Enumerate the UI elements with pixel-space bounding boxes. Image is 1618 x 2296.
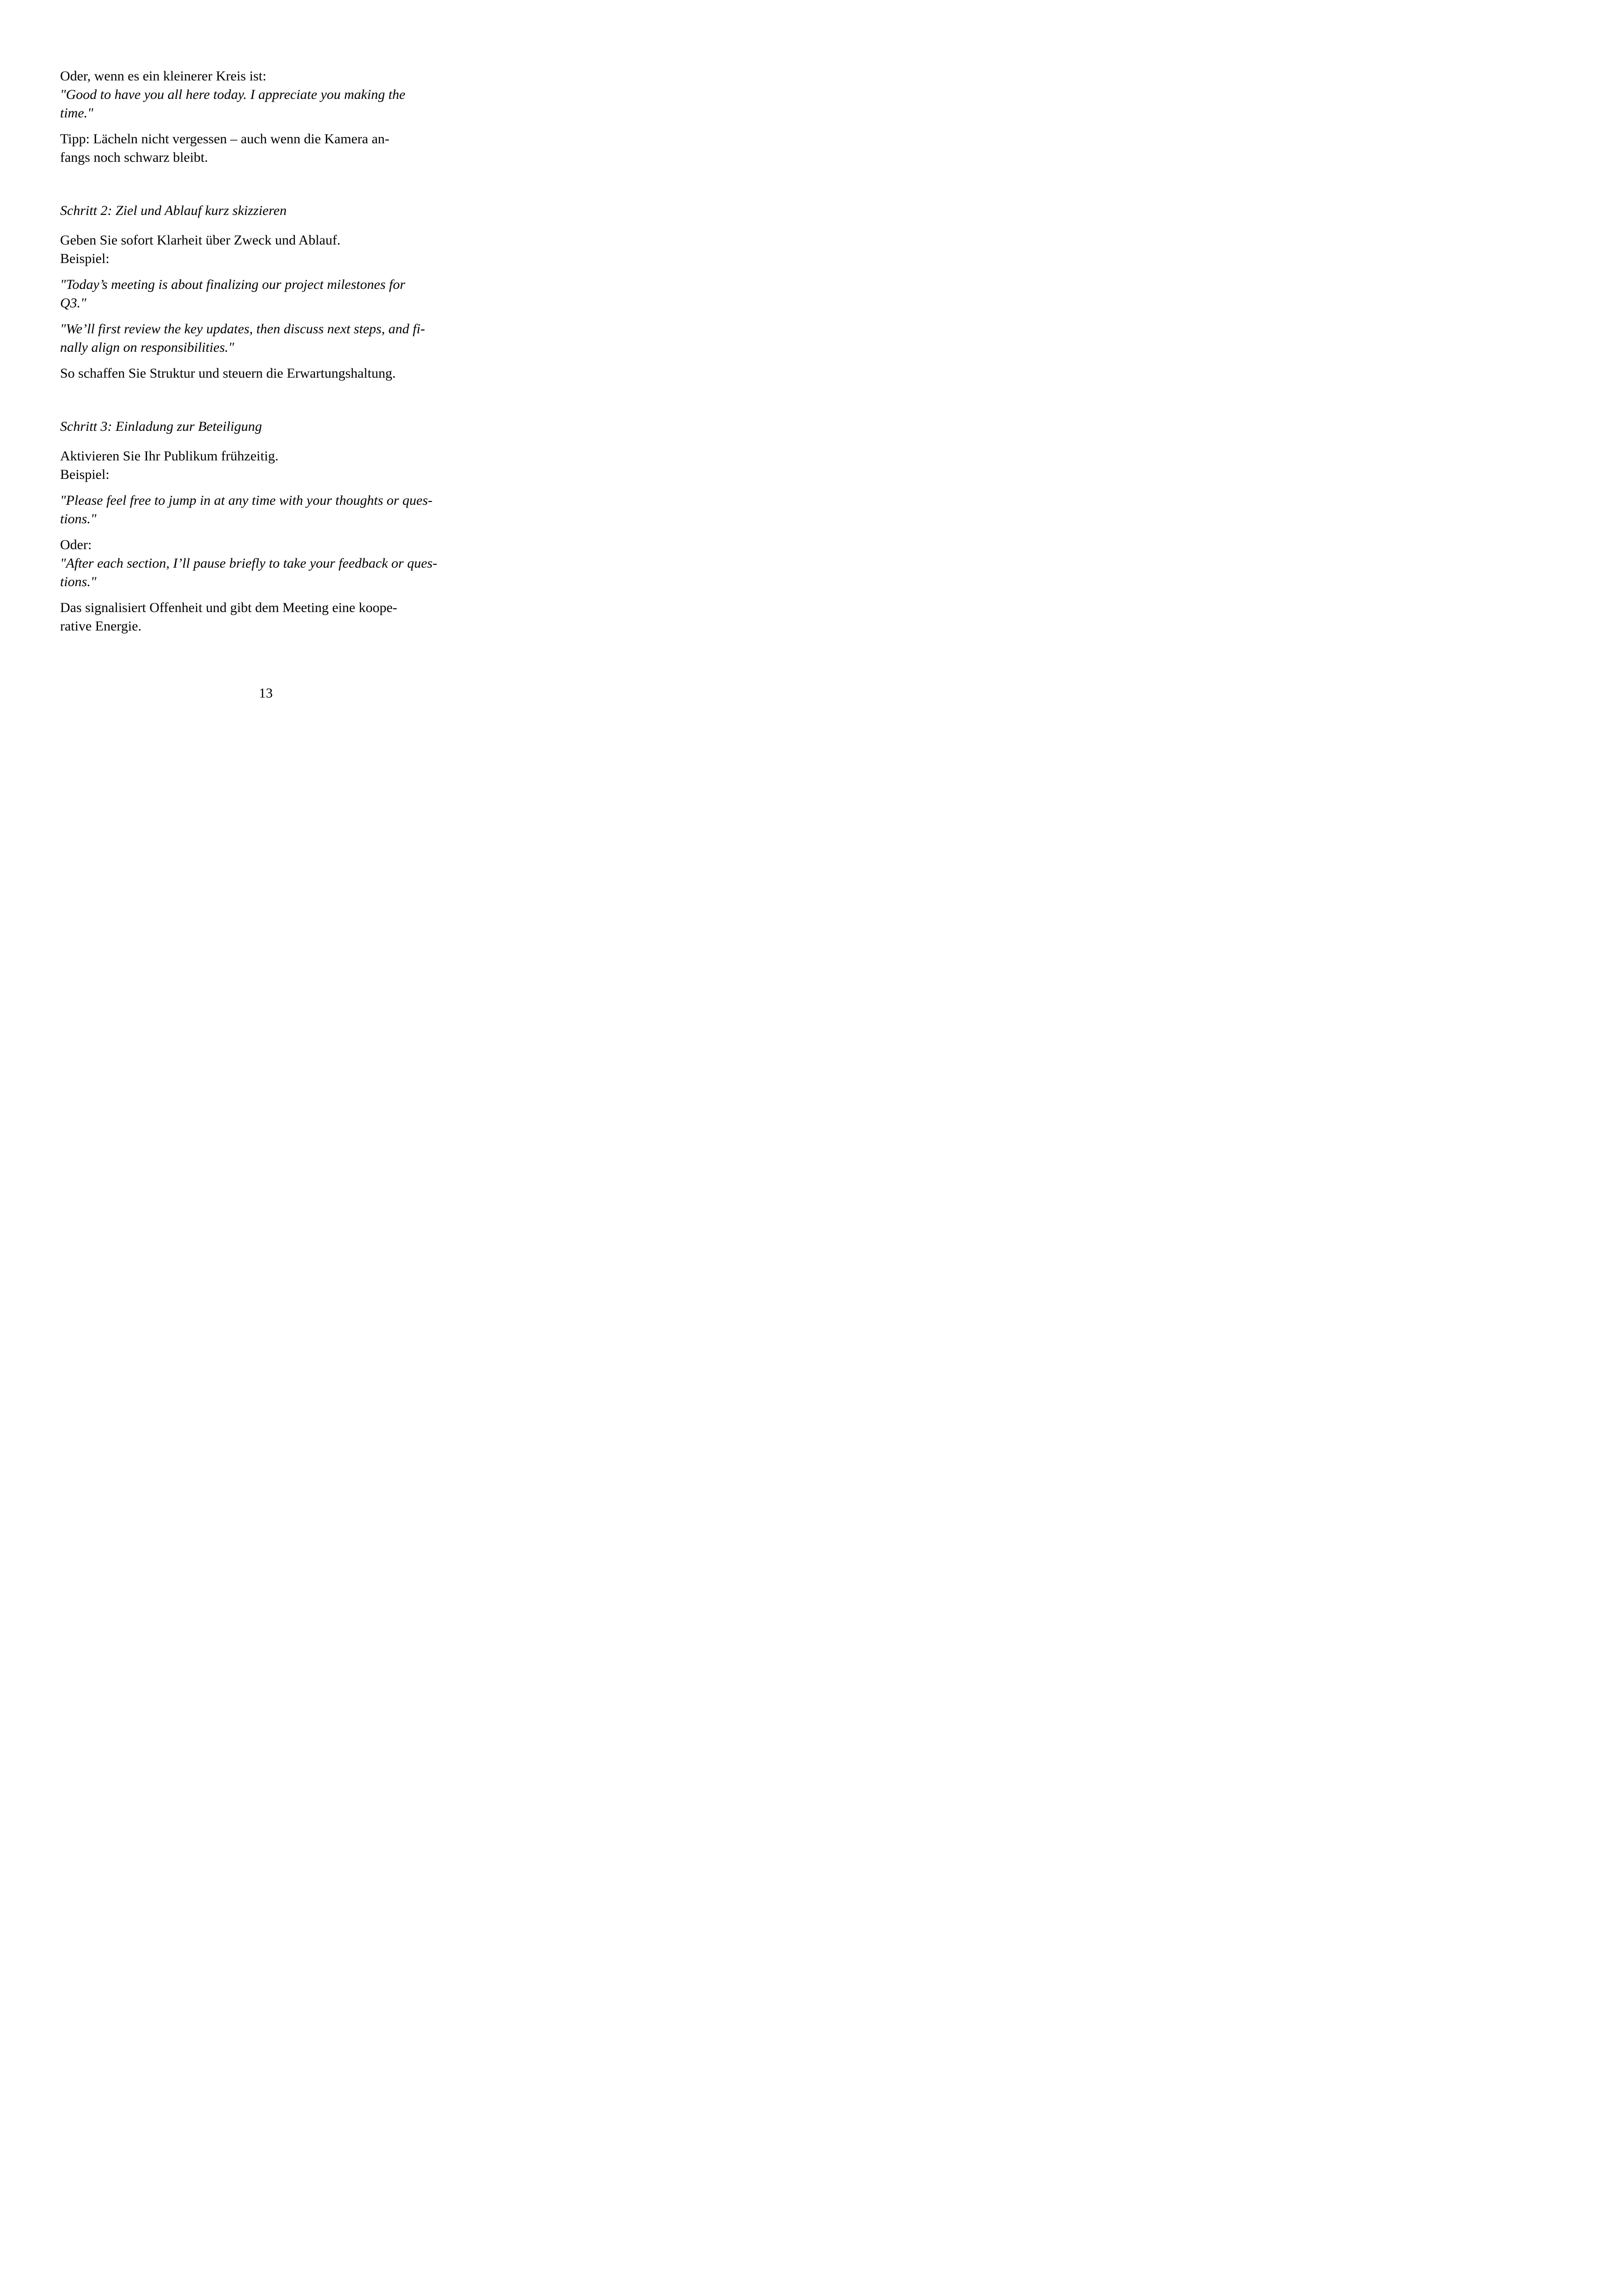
- text-line: nally align on responsibilities.": [60, 340, 234, 355]
- text-line: rative Energie.: [60, 618, 142, 634]
- para-tipp-laecheln: [60, 130, 472, 167]
- heading-schritt-2: [60, 202, 472, 220]
- page-number: 13: [259, 686, 273, 701]
- text-line: "Good to have you all here today. I appreciate you making the: [60, 87, 405, 102]
- text-line: Oder:: [60, 537, 92, 552]
- para-well-first-review: [60, 320, 472, 357]
- text-line: Geben Sie sofort Klarheit über Zweck und Ablauf.: [60, 233, 341, 248]
- text-line: Beispiel:: [60, 467, 110, 482]
- text-line: So schaffen Sie Struktur und steuern die Erwartungshaltung.: [60, 366, 396, 381]
- text-line: "Please feel free to jump in at any time with your thoughts or ques-: [60, 493, 433, 508]
- para-so-schaffen: [60, 364, 472, 383]
- para-oder-after-each: [60, 536, 472, 591]
- text-line: "After each section, I’ll pause briefly to take your feedback or ques-: [60, 556, 437, 571]
- text-line: time.": [60, 105, 93, 121]
- text-line: fangs noch schwarz bleibt.: [60, 150, 208, 165]
- para-das-signalisiert: [60, 599, 472, 636]
- text-line: tions.": [60, 574, 97, 589]
- text-line: Q3.": [60, 295, 86, 311]
- para-kleinerer-kreis: [60, 67, 472, 122]
- page-text: [60, 67, 472, 643]
- text-line: tions.": [60, 511, 97, 527]
- para-aktivieren-sie: [60, 447, 472, 484]
- text-line: "We’ll first review the key updates, then discuss next steps, and fi-: [60, 321, 425, 337]
- text-line: Tipp: Lächeln nicht vergessen – auch wenn die Kamera an-: [60, 131, 390, 147]
- para-geben-sie: [60, 231, 472, 268]
- text-line: Das signalisiert Offenheit und gibt dem Meeting eine koope-: [60, 600, 398, 615]
- text-line: "Today’s meeting is about finalizing our project milestones for: [60, 277, 405, 292]
- book-page: [0, 0, 539, 765]
- text-line: Aktivieren Sie Ihr Publikum frühzeitig.: [60, 448, 279, 464]
- text-line: Schritt 2: Ziel und Ablauf kurz skizzieren: [60, 203, 287, 218]
- heading-schritt-3: [60, 417, 472, 436]
- text-line: Beispiel:: [60, 251, 110, 266]
- text-line: Schritt 3: Einladung zur Beteiligung: [60, 419, 262, 434]
- para-please-feel-free: [60, 491, 472, 528]
- text-line: Oder, wenn es ein kleinerer Kreis ist:: [60, 68, 267, 84]
- para-todays-meeting: [60, 276, 472, 312]
